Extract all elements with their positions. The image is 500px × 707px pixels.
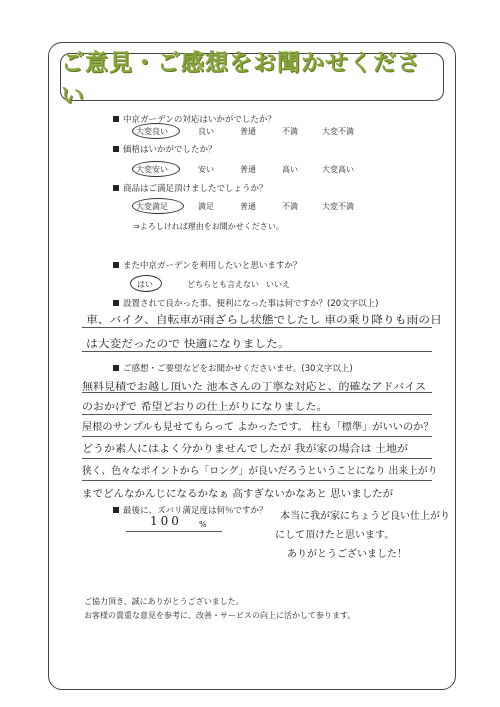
footer-thanks: ご協力頂き、誠にありがとうございました。 bbox=[84, 597, 244, 606]
q3-option-3[interactable]: 普通 bbox=[240, 202, 256, 211]
question-1 bbox=[113, 113, 276, 125]
q4-option-1[interactable]: はい bbox=[137, 280, 153, 289]
q6-answer-line-1: 無料見積でお越し頂いた 池本さんの丁寧な対応と、的確なアドバイス bbox=[82, 382, 427, 393]
q2-option-1[interactable]: 大変安い bbox=[136, 165, 168, 174]
q6-answer-line-9: ありがとうございました！ bbox=[287, 549, 407, 560]
q3-option-2[interactable]: 満足 bbox=[198, 202, 214, 211]
q3-option-5[interactable]: 大変不満 bbox=[322, 202, 354, 211]
question-3 bbox=[113, 182, 268, 194]
q2-option-5[interactable]: 大変高い bbox=[322, 165, 354, 174]
q6-answer-line-8: にして頂けたと思います。 bbox=[275, 530, 395, 541]
square-bullet-icon bbox=[113, 146, 119, 152]
q1-option-2[interactable]: 良い bbox=[198, 127, 214, 136]
answer-line bbox=[82, 436, 432, 437]
satisfaction-underline bbox=[126, 531, 222, 532]
q1-option-3[interactable]: 普通 bbox=[240, 127, 256, 136]
q4-option-2[interactable]: どちらとも言えない bbox=[187, 280, 259, 289]
q5-answer-line-2: は大変だったので 快適になりました。 bbox=[86, 338, 290, 350]
title-box bbox=[60, 50, 444, 109]
answer-line bbox=[82, 414, 432, 415]
question-2-label: 価格はいかがでしたか？ bbox=[123, 145, 217, 155]
satisfaction-unit: % bbox=[199, 520, 207, 529]
question-4-label: また中京ガーデンを利用したいと思いますか？ bbox=[123, 261, 302, 271]
q3-note: ⇒よろしければ理由をお聞かせください。 bbox=[133, 222, 284, 231]
question-4 bbox=[113, 259, 301, 271]
q6-answer-line-6: までどんなかんじになるかなぁ 高すぎないかなあと 思いましたが bbox=[82, 489, 394, 500]
q6-answer-line-2: のおかげで 希望どおりの仕上がりになりました。 bbox=[82, 402, 328, 413]
question-7-label: 最後に、ズバリ満足度は何％ですか？ bbox=[123, 506, 268, 516]
q1-option-5[interactable]: 大変不満 bbox=[322, 127, 354, 136]
q2-option-2[interactable]: 安い bbox=[198, 165, 214, 174]
q3-option-4[interactable]: 不満 bbox=[282, 202, 298, 211]
satisfaction-value[interactable]: 100 bbox=[150, 514, 182, 528]
q2-option-3[interactable]: 普通 bbox=[240, 165, 256, 174]
square-bullet-icon bbox=[113, 300, 119, 306]
answer-line bbox=[82, 480, 432, 481]
square-bullet-icon bbox=[113, 365, 119, 371]
q6-answer-line-5: 狭く、色々なポイントから「ロング」が良いだろうということになり 出来上がり bbox=[82, 466, 438, 477]
square-bullet-icon bbox=[113, 116, 119, 122]
question-2 bbox=[113, 143, 217, 155]
q1-option-1[interactable]: 大変良い bbox=[136, 127, 168, 136]
q6-answer-line-4: どうか素人にはよく分かりませんでしたが 我が家の場合は 土地が bbox=[82, 444, 408, 455]
q6-answer-line-7: 本当に我が家にちょうど良い仕上がり bbox=[280, 511, 450, 522]
question-1-label: 中京ガーデンの対応はいかがでしたか？ bbox=[123, 115, 276, 125]
question-5 bbox=[113, 297, 378, 309]
square-bullet-icon bbox=[113, 507, 119, 513]
answer-line bbox=[82, 458, 432, 459]
question-6 bbox=[113, 362, 353, 374]
q3-option-1[interactable]: 大変満足 bbox=[136, 202, 168, 211]
square-bullet-icon bbox=[113, 185, 119, 191]
question-6-label: ご感想・ご要望などをお聞かせくださいませ。(30文字以上) bbox=[123, 364, 353, 374]
question-3-label: 商品はご満足頂けましたでしょうか？ bbox=[123, 184, 268, 194]
q6-answer-line-3: 屋根のサンプルも見せてもらって よかったです。 柱も「標準」がいいのか？ bbox=[82, 422, 434, 433]
square-bullet-icon bbox=[113, 262, 119, 268]
footer-message: お客様の貴重な意見を参考に、改善・サービスの向上に活かして参ります。 bbox=[84, 611, 356, 620]
q2-option-4[interactable]: 高い bbox=[282, 165, 298, 174]
survey-title: ご意見・ご感想をお聞かせください bbox=[61, 50, 421, 109]
q5-answer-line-1: 車、バイク、自転車が雨ざらし状態でしたし 車の乗り降りも雨の日 bbox=[86, 314, 442, 326]
q1-option-4[interactable]: 不満 bbox=[282, 127, 298, 136]
answer-line bbox=[82, 351, 432, 352]
question-5-label: 設置されて良かった事、便利になった事は何ですか？(20文字以上) bbox=[123, 299, 379, 309]
question-7 bbox=[113, 504, 268, 516]
q4-option-3[interactable]: いいえ bbox=[266, 280, 290, 289]
answer-line bbox=[82, 327, 432, 328]
